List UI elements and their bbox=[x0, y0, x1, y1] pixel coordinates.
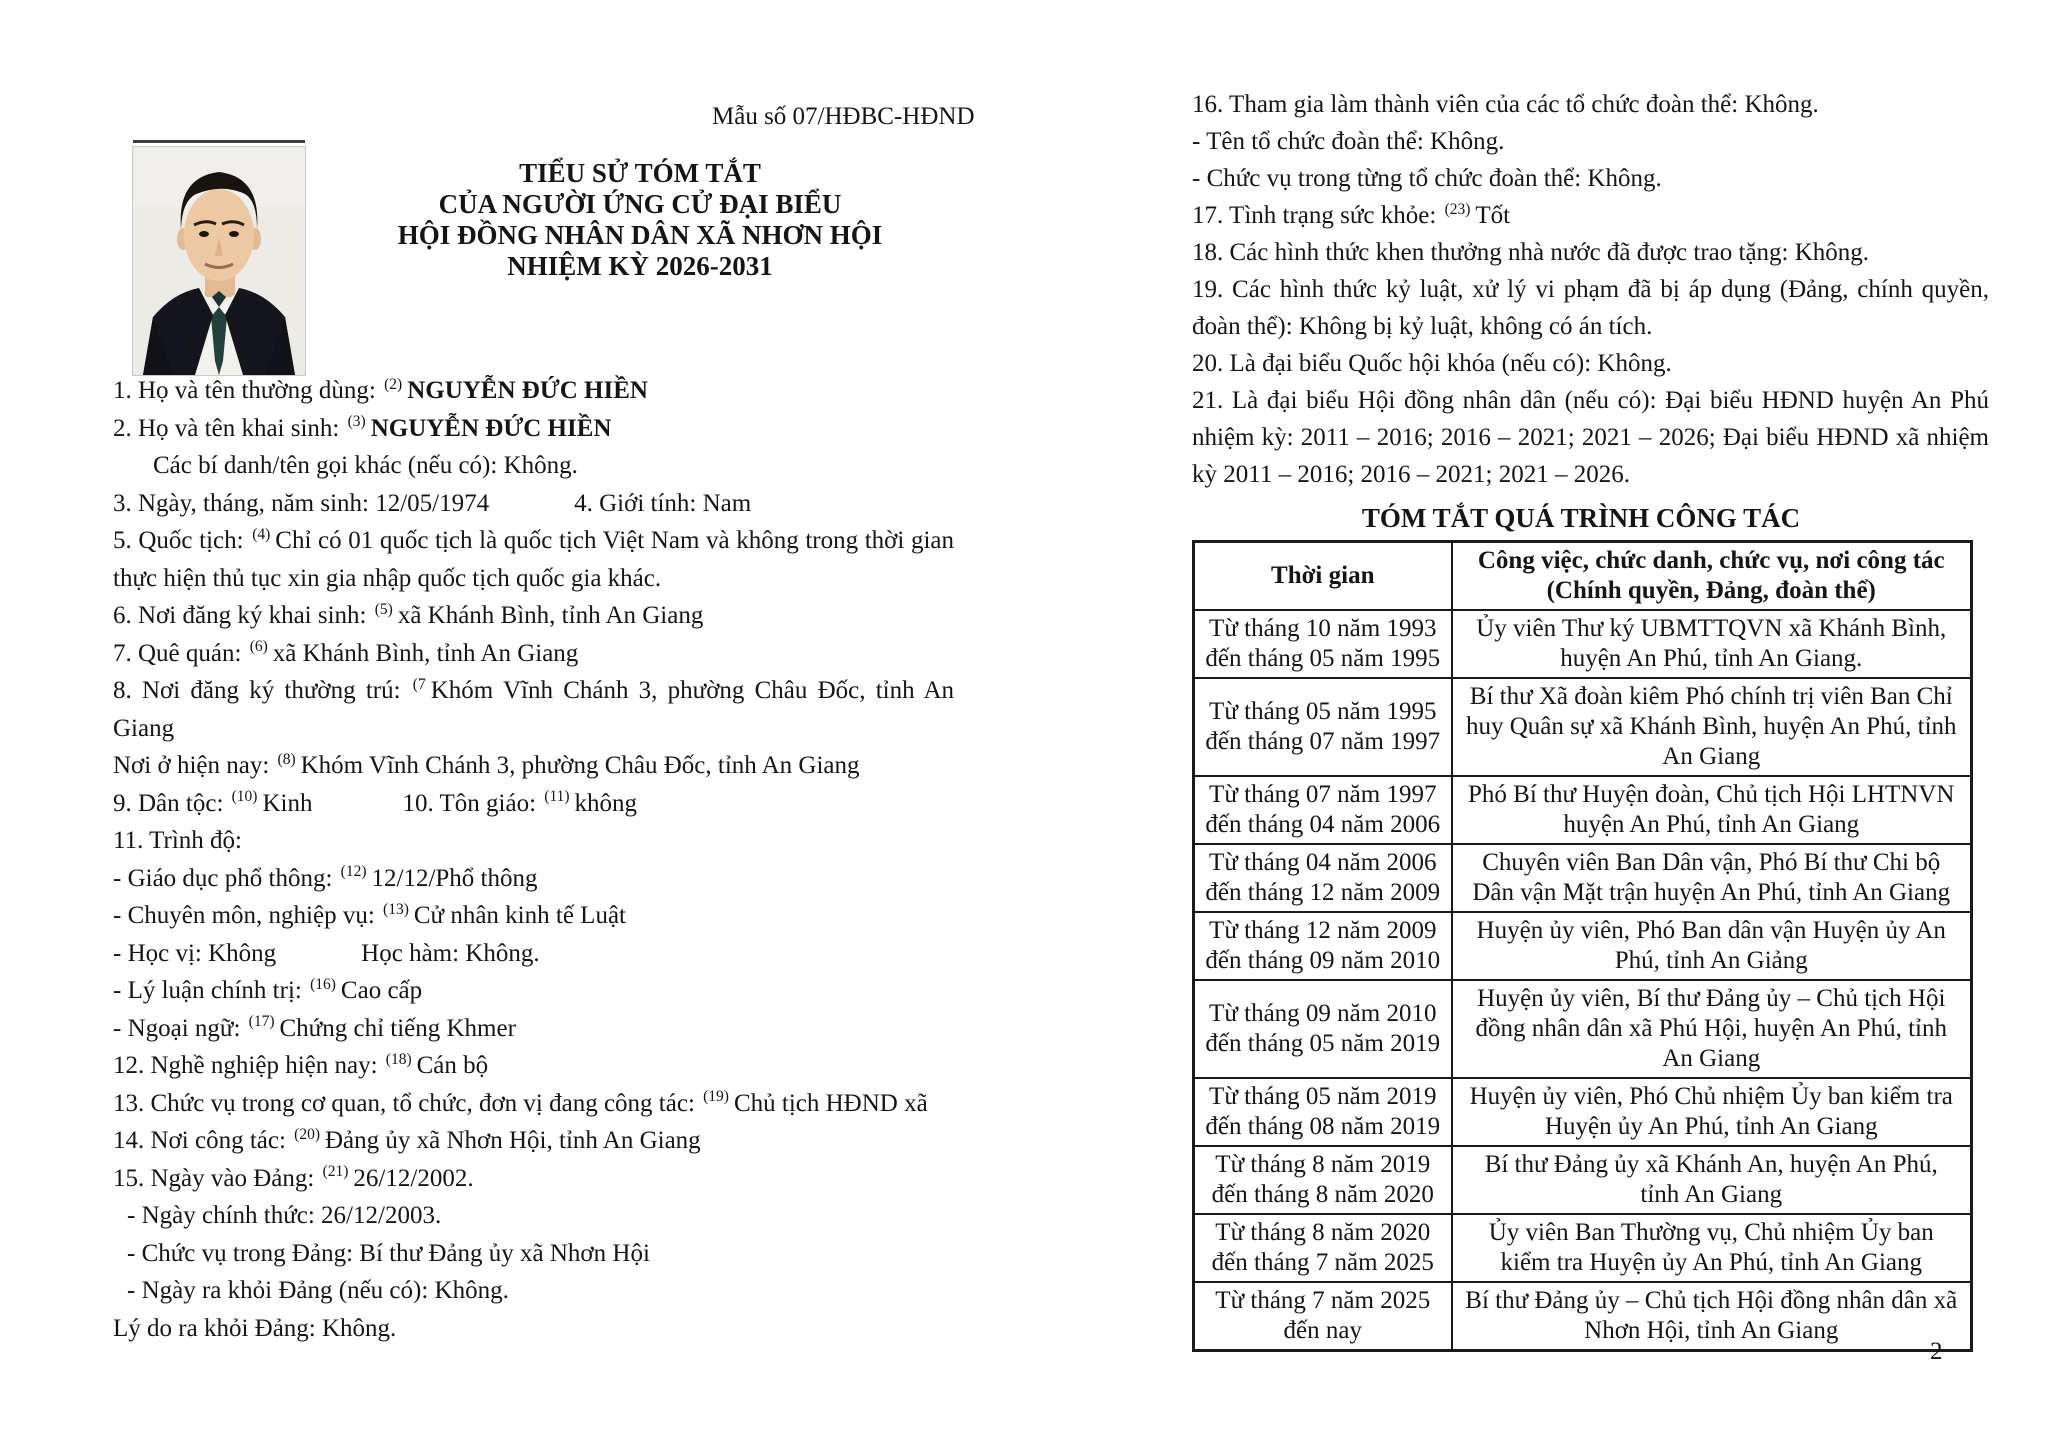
career-history-table bbox=[1192, 540, 1973, 1352]
document-title bbox=[330, 158, 950, 282]
field-value: Tốt bbox=[1475, 202, 1511, 229]
field-education-heading: 11. Trình độ: bbox=[113, 827, 242, 854]
field-hometown bbox=[113, 635, 954, 673]
field-common-name bbox=[113, 372, 954, 410]
footnote-ref: (20) bbox=[294, 1125, 320, 1143]
footnote-ref: (12) bbox=[340, 863, 367, 881]
footnote-ref: (4) bbox=[252, 525, 271, 543]
field-gender: 4. Giới tính: Nam bbox=[574, 489, 752, 517]
title-line-1: TIỂU SỬ TÓM TẮT bbox=[519, 158, 761, 188]
footnote-ref: (6) bbox=[249, 638, 268, 656]
table-row bbox=[1194, 1146, 1972, 1214]
cell-job: Bí thư Xã đoàn kiêm Phó chính trị viên Ban Chỉ huy Quân sự xã Khánh Bình, huyện An Phú, tỉnh An Giang bbox=[1452, 678, 1972, 776]
field-value: Chủ tịch HĐND xã bbox=[733, 1089, 928, 1117]
field-label: - Ngoại ngữ: bbox=[113, 1014, 247, 1042]
field-foreign-language bbox=[113, 1010, 954, 1048]
field-value: xã Khánh Bình, tỉnh An Giang bbox=[272, 639, 579, 667]
footnote-ref: (17) bbox=[248, 1013, 275, 1031]
field-union-name: - Tên tổ chức đoàn thể: Không. bbox=[1192, 128, 1505, 155]
field-party-exit-date: - Ngày ra khỏi Đảng (nếu có): Không. bbox=[127, 1277, 509, 1304]
table-header-row bbox=[1194, 542, 1972, 611]
footnote-ref: (13) bbox=[383, 900, 409, 918]
field-value: 12/12/Phổ thông bbox=[371, 864, 538, 892]
field-value: Kinh bbox=[262, 789, 313, 817]
cell-time: Từ tháng 10 năm 1993 đến tháng 05 năm 1995 bbox=[1194, 610, 1452, 678]
cell-time: Từ tháng 07 năm 1997 đến tháng 04 năm 2006 bbox=[1194, 776, 1452, 844]
field-party-official-date: - Ngày chính thức: 26/12/2003. bbox=[127, 1202, 442, 1229]
right-column bbox=[1192, 86, 1989, 1352]
footnote-ref: (3) bbox=[347, 413, 366, 431]
cell-job: Huyện ủy viên, Phó Ban dân vận Huyện ủy An Phú, tỉnh An Giảng bbox=[1452, 912, 1972, 980]
field-occupation bbox=[113, 1047, 954, 1085]
cell-time: Từ tháng 7 năm 2025 đến nay bbox=[1194, 1282, 1452, 1351]
field-disciplinary-actions: 19. Các hình thức kỷ luật, xử lý vi phạm đã bị áp dụng (Đảng, chính quyền, đoàn thể): Không bị kỷ luật, không có án tích. bbox=[1192, 276, 1989, 340]
field-value: NGUYỄN ĐỨC HIỀN bbox=[370, 414, 612, 442]
cell-job: Huyện ủy viên, Bí thư Đảng ủy – Chủ tịch Hội đồng nhân dân xã Phú Hội, huyện An Phú, tỉnh An Giang bbox=[1452, 980, 1972, 1078]
table-row bbox=[1194, 1282, 1972, 1351]
table-row bbox=[1194, 980, 1972, 1078]
field-label: 10. Tôn giáo: bbox=[402, 789, 543, 817]
field-current-position bbox=[113, 1085, 954, 1123]
field-aliases: Các bí danh/tên gọi khác (nếu có): Không. bbox=[153, 452, 578, 479]
field-label: 14. Nơi công tác: bbox=[113, 1127, 293, 1154]
table-row bbox=[1194, 912, 1972, 980]
field-value: Cán bộ bbox=[416, 1052, 489, 1079]
title-line-3: HỘI ĐỒNG NHÂN DÂN XÃ NHƠN HỘI bbox=[397, 220, 883, 250]
field-label: 6. Nơi đăng ký khai sinh: bbox=[113, 602, 373, 629]
field-value: Cử nhân kinh tế Luật bbox=[413, 902, 626, 929]
field-label: - Lý luận chính trị: bbox=[113, 977, 309, 1004]
field-label: 1. Họ và tên thường dùng: bbox=[113, 377, 383, 404]
field-nationality bbox=[113, 522, 954, 597]
title-line-4: NHIỆM KỲ 2026-2031 bbox=[507, 251, 773, 281]
field-value: Khóm Vĩnh Chánh 3, phường Châu Đốc, tỉnh An Giang bbox=[300, 752, 860, 779]
field-state-awards: 18. Các hình thức khen thưởng nhà nước đã được trao tặng: Không. bbox=[1192, 239, 1870, 266]
footnote-ref: (5) bbox=[374, 600, 393, 618]
field-degree-title bbox=[113, 935, 954, 973]
field-party-position: - Chức vụ trong Đảng: Bí thư Đảng ủy xã Nhơn Hội bbox=[127, 1239, 650, 1267]
field-value: NGUYỄN ĐỨC HIỀN bbox=[407, 377, 648, 404]
field-value: Cao cấp bbox=[340, 977, 423, 1004]
field-value: xã Khánh Bình, tỉnh An Giang bbox=[397, 602, 704, 629]
cell-job: Chuyên viên Ban Dân vận, Phó Bí thư Chi bộ Dân vận Mặt trận huyện An Phú, tỉnh An Giang bbox=[1452, 844, 1972, 912]
cell-time: Từ tháng 8 năm 2019 đến tháng 8 năm 2020 bbox=[1194, 1146, 1452, 1214]
field-label: - Chuyên môn, nghiệp vụ: bbox=[113, 902, 382, 929]
field-label: - Giáo dục phổ thông: bbox=[113, 864, 339, 892]
left-column bbox=[113, 372, 954, 1347]
field-label: 9. Dân tộc: bbox=[113, 789, 230, 817]
field-political-theory bbox=[113, 972, 954, 1010]
field-label: 15. Ngày vào Đảng: bbox=[113, 1164, 321, 1192]
column-header-job bbox=[1452, 542, 1972, 611]
footnote-ref: (7 bbox=[412, 675, 426, 693]
field-label: 2. Họ và tên khai sinh: bbox=[113, 414, 346, 442]
field-dob-gender bbox=[113, 485, 954, 523]
field-general-education bbox=[113, 860, 954, 898]
column-header-job-line1: Công việc, chức danh, chức vụ, nơi công tác bbox=[1477, 547, 1945, 574]
cell-job: Bí thư Đảng ủy – Chủ tịch Hội đồng nhân dân xã Nhơn Hội, tỉnh An Giang bbox=[1452, 1282, 1972, 1351]
cell-job: Ủy viên Thư ký UBMTTQVN xã Khánh Bình, huyện An Phú, tỉnh An Giang. bbox=[1452, 610, 1972, 678]
title-line-2: CỦA NGƯỜI ỨNG CỬ ĐẠI BIỂU bbox=[438, 189, 842, 219]
field-degree: - Học vị: Không bbox=[113, 939, 277, 967]
field-permanent-residence bbox=[113, 672, 954, 747]
field-value: Đảng ủy xã Nhơn Hội, tỉnh An Giang bbox=[324, 1127, 701, 1154]
field-label: 12. Nghề nghiệp hiện nay: bbox=[113, 1052, 384, 1079]
field-ethnicity-religion bbox=[113, 785, 954, 823]
column-header-time: Thời gian bbox=[1194, 542, 1452, 611]
footnote-ref: (8) bbox=[277, 750, 296, 768]
cell-time: Từ tháng 09 năm 2010 đến tháng 05 năm 2019 bbox=[1194, 980, 1452, 1078]
cell-job: Phó Bí thư Huyện đoàn, Chủ tịch Hội LHTNVN huyện An Phú, tỉnh An Giang bbox=[1452, 776, 1972, 844]
field-label: 17. Tình trạng sức khỏe: bbox=[1192, 202, 1443, 229]
field-value: không bbox=[574, 789, 638, 817]
field-ethnicity bbox=[113, 790, 312, 817]
footnote-ref: (19) bbox=[703, 1088, 729, 1106]
candidate-photo bbox=[133, 147, 305, 375]
table-row bbox=[1194, 678, 1972, 776]
cell-job: Huyện ủy viên, Phó Chủ nhiệm Ủy ban kiểm tra Huyện ủy An Phú, tỉnh An Giang bbox=[1452, 1078, 1972, 1146]
field-peoples-council: 21. Là đại biểu Hội đồng nhân dân (nếu có): Đại biểu HĐND huyện An Phú nhiệm kỳ: 2011 – 2016; 2016 – 2021; 2021 – 2026; Đại biểu HĐND xã nhiệm kỳ 2011 – 2016; 2016 – 2021; 2021 – 2026. bbox=[1192, 387, 1989, 488]
field-birth-name bbox=[113, 410, 954, 448]
footnote-ref: (21) bbox=[322, 1163, 349, 1181]
field-party-exit-reason: Lý do ra khỏi Đảng: Không. bbox=[113, 1314, 397, 1342]
form-number-label: Mẫu số 07/HĐBC-HĐND bbox=[712, 103, 975, 130]
field-value: Chỉ có 01 quốc tịch là quốc tịch Việt Nam và không trong thời gian thực hiện thủ tục xin gia nhập quốc tịch quốc gia khác. bbox=[113, 527, 954, 592]
footnote-ref: (16) bbox=[310, 975, 336, 993]
cell-job: Bí thư Đảng ủy xã Khánh An, huyện An Phú, tỉnh An Giang bbox=[1452, 1146, 1972, 1214]
field-label: 8. Nơi đăng ký thường trú: bbox=[113, 677, 411, 704]
field-dob: 3. Ngày, tháng, năm sinh: 12/05/1974 bbox=[113, 489, 490, 517]
table-row bbox=[1194, 844, 1972, 912]
footnote-ref: (23) bbox=[1444, 200, 1471, 218]
footnote-ref: (10) bbox=[231, 788, 258, 806]
field-current-residence bbox=[113, 747, 954, 785]
table-row bbox=[1194, 1078, 1972, 1146]
cell-time: Từ tháng 05 năm 2019 đến tháng 08 năm 2019 bbox=[1194, 1078, 1452, 1146]
field-value: Chứng chỉ tiếng Khmer bbox=[279, 1014, 516, 1042]
field-label: 5. Quốc tịch: bbox=[113, 527, 251, 554]
field-religion bbox=[402, 790, 637, 817]
field-workplace bbox=[113, 1122, 954, 1160]
field-union-membership: 16. Tham gia làm thành viên của các tổ chức đoàn thể: Không. bbox=[1192, 91, 1819, 118]
cell-time: Từ tháng 12 năm 2009 đến tháng 09 năm 2010 bbox=[1194, 912, 1452, 980]
table-row bbox=[1194, 610, 1972, 678]
footnote-ref: (11) bbox=[544, 788, 570, 806]
cell-time: Từ tháng 8 năm 2020 đến tháng 7 năm 2025 bbox=[1194, 1214, 1452, 1282]
field-value: 26/12/2002. bbox=[353, 1164, 474, 1192]
field-professional-education bbox=[113, 897, 954, 935]
field-label: Nơi ở hiện nay: bbox=[113, 752, 276, 779]
candidate-photo-frame bbox=[133, 140, 305, 375]
footnote-ref: (2) bbox=[384, 375, 403, 393]
cell-time: Từ tháng 05 năm 1995 đến tháng 07 năm 1997 bbox=[1194, 678, 1452, 776]
field-birth-registration bbox=[113, 597, 954, 635]
field-party-join-date bbox=[113, 1160, 954, 1198]
field-national-assembly: 20. Là đại biểu Quốc hội khóa (nếu có): Không. bbox=[1192, 350, 1672, 377]
cell-job: Ủy viên Ban Thường vụ, Chủ nhiệm Ủy ban kiểm tra Huyện ủy An Phú, tỉnh An Giang bbox=[1452, 1214, 1972, 1282]
career-table-title: TÓM TẮT QUÁ TRÌNH CÔNG TÁC bbox=[1361, 503, 1801, 533]
footnote-ref: (18) bbox=[385, 1050, 412, 1068]
field-label: 13. Chức vụ trong cơ quan, tổ chức, đơn vị đang công tác: bbox=[113, 1089, 702, 1117]
page-number: 2 bbox=[1930, 1338, 1943, 1365]
cell-time: Từ tháng 04 năm 2006 đến tháng 12 năm 2009 bbox=[1194, 844, 1452, 912]
field-value: Khóm Vĩnh Chánh 3, phường Châu Đốc, tỉnh An Giang bbox=[113, 677, 955, 742]
column-header-job-line2: (Chính quyền, Đảng, đoàn thể) bbox=[1546, 577, 1876, 604]
table-row bbox=[1194, 1214, 1972, 1282]
field-academic-title: Học hàm: Không. bbox=[361, 939, 540, 967]
table-row bbox=[1194, 776, 1972, 844]
field-health-status bbox=[1192, 197, 1989, 234]
field-label: 7. Quê quán: bbox=[113, 639, 248, 667]
field-union-position: - Chức vụ trong từng tổ chức đoàn thể: Không. bbox=[1192, 165, 1662, 192]
